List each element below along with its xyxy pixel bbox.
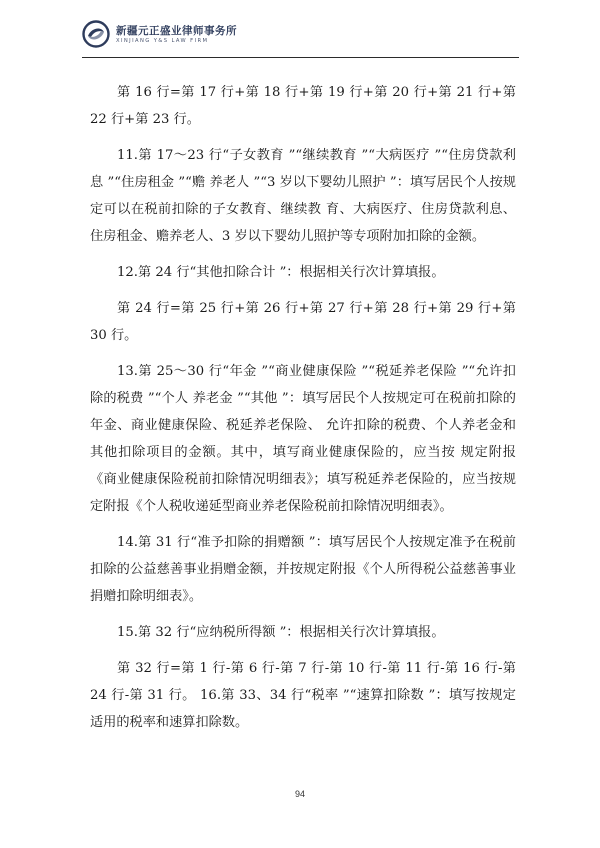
paragraph: 11.第 17～23 行“子女教育 ”“继续教育 ”“大病医疗 ”“住房贷款利息 ”“住房租金 ”“赡 养老人 ”“3 岁以下婴幼儿照护 ”：填写居民个人按规定可以在税前扣除的子女教育、继续教 育、大病医疗、住房贷款利息、住房租金、赡养老人、3 岁以下婴幼儿照护等专项附加扣除的金额。 xyxy=(90,148,516,244)
document-body xyxy=(90,79,516,736)
paragraph: 第 24 行=第 25 行+第 26 行+第 27 行+第 28 行+第 29 行+第 30 行。 xyxy=(90,301,516,343)
paragraph: 第 32 行=第 1 行-第 6 行-第 7 行-第 10 行-第 11 行-第 16 行-第 24 行-第 31 行。 16.第 33、34 行“税率 ”“速算扣除数 ”：填写按规定适用的税率和速算扣除数。 xyxy=(90,661,516,730)
firm-name-en: XINJIANG Y&S LAW FIRM xyxy=(116,38,209,44)
firm-logo-icon xyxy=(82,20,110,48)
paragraph: 第 16 行=第 17 行+第 18 行+第 19 行+第 20 行+第 21 行+第 22 行+第 23 行。 xyxy=(90,85,516,127)
header-divider xyxy=(82,57,519,58)
paragraph: 12.第 24 行“其他扣除合计 ”：根据相关行次计算填报。 xyxy=(117,265,445,280)
page-number: 94 xyxy=(294,789,305,799)
paragraph: 15.第 32 行“应纳税所得额 ”：根据相关行次计算填报。 xyxy=(117,625,445,640)
firm-name-cn: 新疆元正盛业律师事务所 xyxy=(116,25,237,37)
letterhead xyxy=(82,20,282,54)
paragraph: 13.第 25～30 行“年金 ”“商业健康保险 ”“税延养老保险 ”“允许扣除的税费 ”“个人 养老金 ”“其他 ”：填写居民个人按规定可在税前扣除的年金、商业健康保险、税延养老保险、 允许扣除的税费、个人养老金和其他扣除项目的金额。其中，填写商业健康保险的，应当按 规定附报《商业健康保险税前扣除情况明细表》；填写税延养老保险的，应当按规定附报《个人税收递延型商业养老保险税前扣除情况明细表》。 xyxy=(90,364,516,514)
paragraph: 14.第 31 行“准予扣除的捐赠额 ”：填写居民个人按规定准予在税前扣除的公益慈善事业捐赠金额，并按规定附报《个人所得税公益慈善事业捐赠扣除明细表》。 xyxy=(90,535,516,604)
